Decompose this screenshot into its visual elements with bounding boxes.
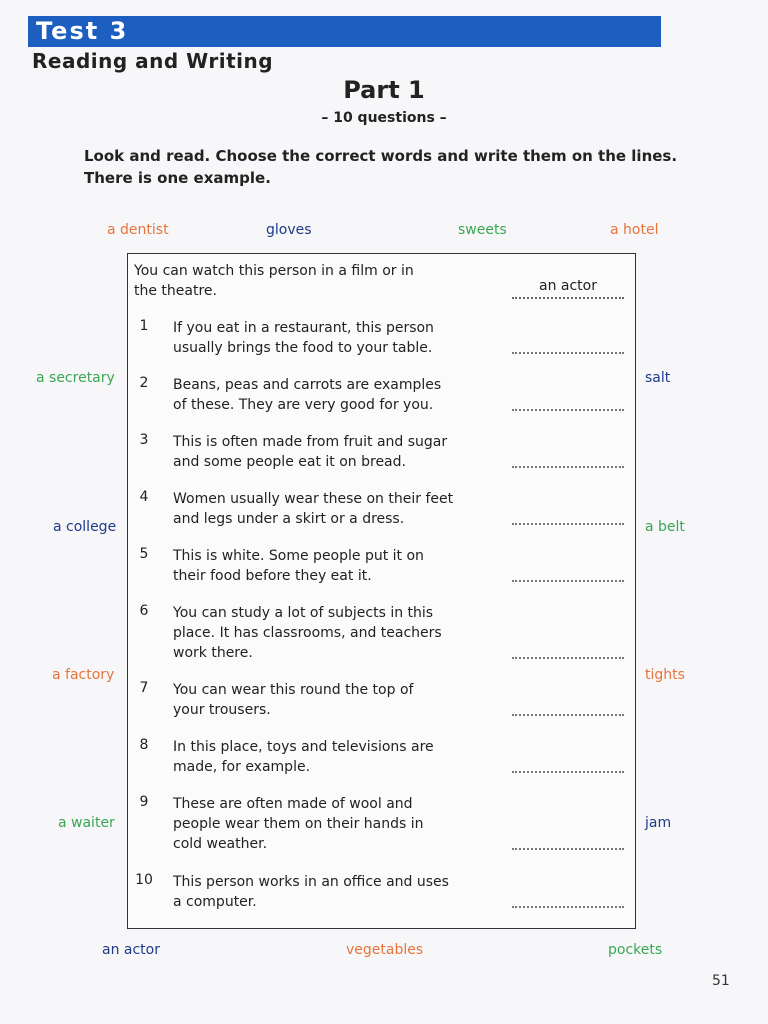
word-salt: salt — [645, 370, 671, 386]
word-a-belt: a belt — [645, 519, 685, 535]
question-text — [173, 794, 493, 854]
word-vegetables: vegetables — [346, 942, 424, 958]
question-text — [173, 318, 493, 358]
question-text — [173, 603, 493, 663]
instructions — [84, 145, 704, 189]
word-tights: tights — [645, 667, 685, 683]
question-line: This is white. Some people put it on — [173, 548, 424, 564]
question-line: your trousers. — [173, 702, 271, 718]
question-line: If you eat in a restaurant, this person — [173, 320, 434, 336]
question-number: 6 — [139, 603, 149, 619]
question-line: Beans, peas and carrots are examples — [173, 377, 442, 393]
word-a-hotel: a hotel — [610, 222, 659, 238]
example-line-2: the theatre. — [134, 283, 217, 299]
question-text — [173, 489, 493, 529]
question-line: This is often made from fruit and sugar — [173, 434, 448, 450]
question-text — [173, 432, 493, 472]
example-answer: an actor — [512, 275, 624, 299]
answer-line[interactable] — [512, 522, 624, 525]
question-line: made, for example. — [173, 759, 311, 775]
question-number: 8 — [139, 737, 149, 753]
question-line: work there. — [173, 645, 253, 661]
word-an-actor: an actor — [102, 942, 160, 958]
word-a-college: a college — [53, 519, 117, 535]
question-line: You can study a lot of subjects in this — [173, 605, 434, 621]
question-number: 2 — [139, 375, 149, 391]
test-banner — [28, 16, 661, 47]
answer-line[interactable] — [512, 579, 624, 582]
word-gloves: gloves — [266, 222, 312, 238]
question-number: 5 — [139, 546, 149, 562]
question-line: You can wear this round the top of — [173, 682, 414, 698]
question-text — [173, 872, 493, 912]
answer-line[interactable] — [512, 905, 624, 908]
question-line: These are often made of wool and — [173, 796, 413, 812]
question-number: 7 — [139, 680, 149, 696]
example-question — [134, 261, 494, 301]
word-a-waiter: a waiter — [58, 815, 115, 831]
question-line: usually brings the food to your table. — [173, 340, 433, 356]
question-line: their food before they eat it. — [173, 568, 372, 584]
question-line: cold weather. — [173, 836, 268, 852]
question-text — [173, 737, 493, 777]
word-a-factory: a factory — [52, 667, 115, 683]
part-title-text: Part 1 — [343, 76, 425, 104]
answer-line[interactable] — [512, 465, 624, 468]
answer-line[interactable] — [512, 847, 624, 850]
question-number: 3 — [139, 432, 149, 448]
question-number: 10 — [135, 872, 153, 888]
question-line: a computer. — [173, 894, 257, 910]
question-text — [173, 546, 493, 586]
question-line: Women usually wear these on their feet — [173, 491, 454, 507]
question-line: and legs under a skirt or a dress. — [173, 511, 405, 527]
word-sweets: sweets — [458, 222, 507, 238]
page-number: 51 — [712, 973, 730, 989]
answer-line[interactable] — [512, 770, 624, 773]
answer-line[interactable] — [512, 351, 624, 354]
question-text — [173, 375, 493, 415]
question-text — [173, 680, 493, 720]
instructions-line-1: Look and read. Choose the correct words and write them on the lines. — [84, 147, 678, 165]
word-pockets: pockets — [608, 942, 663, 958]
section-title: Reading and Writing — [32, 49, 274, 73]
question-number: 1 — [139, 318, 149, 334]
answer-line[interactable] — [512, 408, 624, 411]
answer-line[interactable] — [512, 656, 624, 659]
word-jam: jam — [645, 815, 672, 831]
part-title — [0, 76, 768, 104]
question-number: 9 — [139, 794, 149, 810]
question-line: In this place, toys and televisions are — [173, 739, 434, 755]
word-a-secretary: a secretary — [36, 370, 115, 386]
answer-line[interactable] — [512, 713, 624, 716]
instructions-line-2: There is one example. — [84, 169, 271, 187]
question-number: 4 — [139, 489, 149, 505]
question-line: of these. They are very good for you. — [173, 397, 434, 413]
question-line: and some people eat it on bread. — [173, 454, 406, 470]
question-line: This person works in an office and uses — [173, 874, 449, 890]
banner-title: Test 3 — [36, 17, 129, 45]
example-line-1: You can watch this person in a film or in — [134, 263, 414, 279]
question-line: place. It has classrooms, and teachers — [173, 625, 442, 641]
word-a-dentist: a dentist — [107, 222, 169, 238]
part-subtitle: – 10 questions – — [321, 110, 447, 126]
question-line: people wear them on their hands in — [173, 816, 424, 832]
